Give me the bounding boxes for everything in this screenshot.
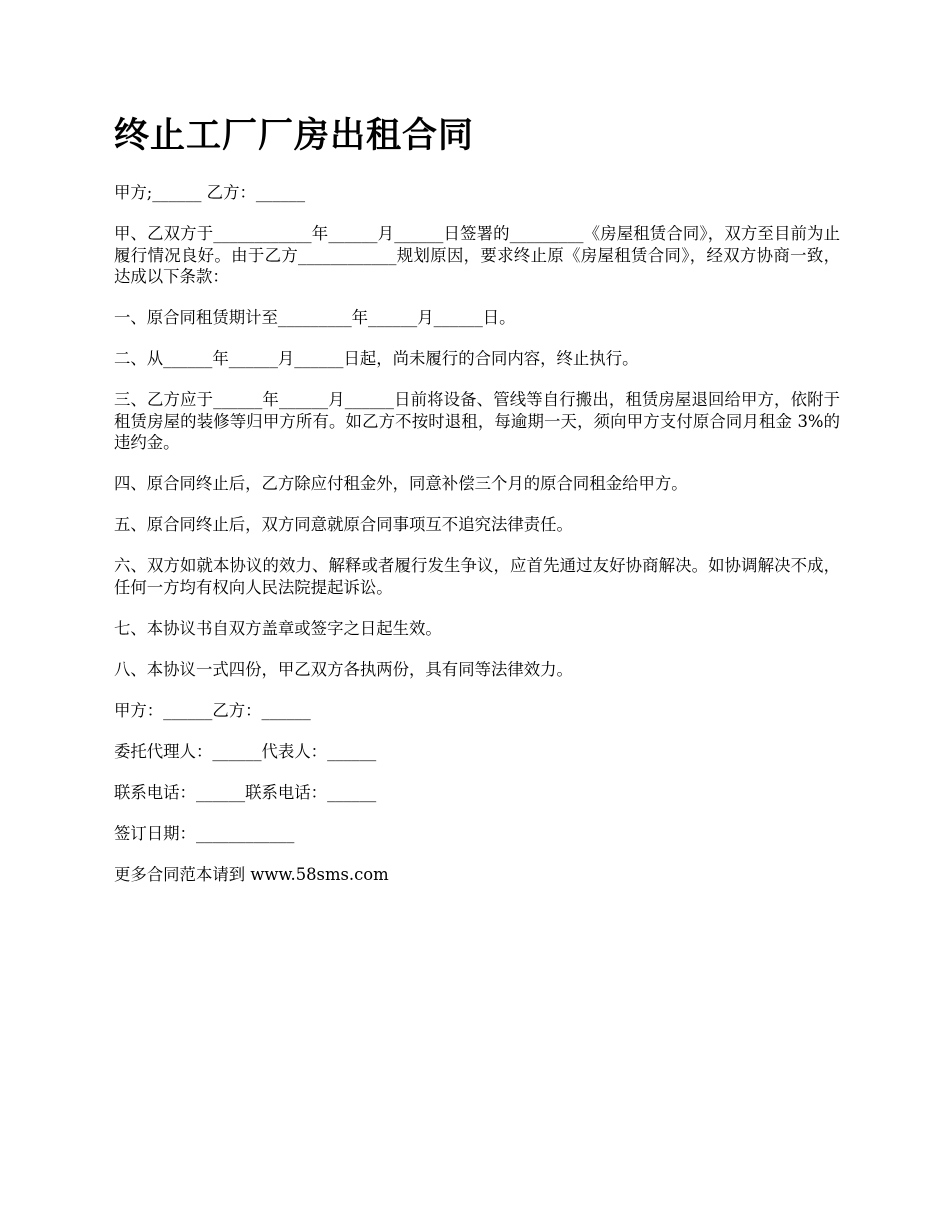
clause-2: 二、从______年______月______日起，尚未履行的合同内容，终止执行。: [114, 349, 639, 368]
clause-6: 六、双方如就本协议的效力、解释或者履行发生争议，应首先通过友好协商解决。如协调解决不成，任何一方均有权向人民法院提起诉讼。: [114, 556, 840, 597]
clause-3: 三、乙方应于______年______月______日前将设备、管线等自行搬出，租赁房屋退回给甲方，依附于租赁房屋的装修等归甲方所有。如乙方不按时退租，每逾期一天，须向甲方支付原合同月租金 3%的违约金。: [114, 390, 840, 452]
preamble-paragraph: 甲、乙双方于____________年______月______日签署的_________《房屋租赁合同》，双方至目前为止履行情况良好。由于乙方____________规划原因，要求终止原《房屋租赁合同》，经双方协商一致，达成以下条款：: [114, 224, 840, 286]
parties-line: 甲方;______ 乙方：______: [114, 183, 306, 202]
document-page: [114, 112, 840, 885]
clause-7: 七、本协议书自双方盖章或签字之日起生效。: [114, 618, 442, 638]
clause-4: 四、原合同终止后，乙方除应付租金外，同意补偿三个月的原合同租金给甲方。: [114, 474, 688, 493]
signing-date-line: 签订日期：____________: [114, 823, 295, 843]
footer-note: 更多合同范本请到 www.58sms.com: [114, 864, 389, 884]
agent-line: 委托代理人：______代表人：______: [114, 741, 377, 761]
signature-parties-line: 甲方：______乙方：______: [114, 700, 311, 720]
document-title: 终止工厂厂房出租合同: [114, 116, 475, 156]
phone-line: 联系电话：______联系电话：______: [114, 782, 377, 802]
clause-8: 八、本协议一式四份，甲乙双方各执两份，具有同等法律效力。: [114, 659, 573, 679]
clause-1: 一、原合同租赁期计至_________年______月______日。: [114, 308, 516, 327]
clause-5: 五、原合同终止后，双方同意就原合同事项互不追究法律责任。: [114, 515, 573, 534]
